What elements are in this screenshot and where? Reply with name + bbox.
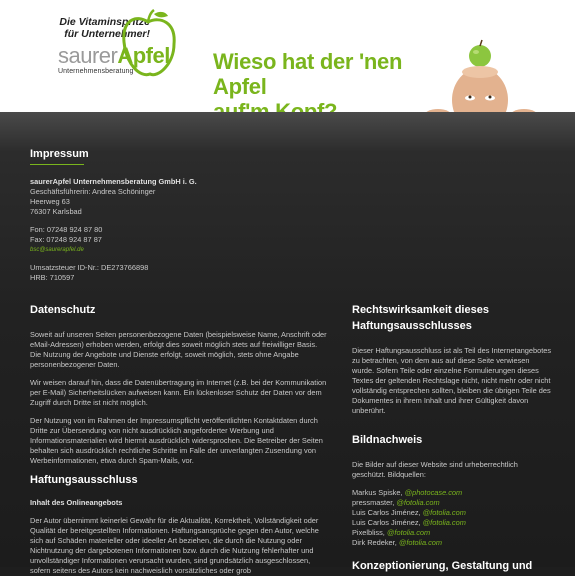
- datenschutz-paragraph-3: Der Nutzung von im Rahmen der Impressumspflicht veröffentlichten Kontaktdaten durch Dritte zur Übersendung von nicht ausdrücklich angeforderter Werbung und Informationsmaterialien wird hiermit ausdrücklich widersprochen. Die Betreiber der Seiten behalten sich ausdrücklich rechtliche Schritte im Falle der unverlangten Zusendung von Werbeinformationen, etwa durch Spam-Mails, vor.: [30, 416, 323, 465]
- site-header: [0, 0, 575, 112]
- credit-item: [352, 498, 552, 508]
- credit-name: Dirk Redeker,: [352, 538, 399, 547]
- ceo-line: Geschäftsführerin: Andrea Schöninger: [30, 187, 156, 196]
- title-underline: [30, 164, 84, 165]
- logo-wordmark: [58, 44, 170, 68]
- email-link[interactable]: bsc@saurerapfel.de: [30, 247, 84, 253]
- credit-source-link[interactable]: @fotolia.com: [422, 518, 466, 527]
- credit-source-link[interactable]: @fotolia.com: [386, 528, 431, 537]
- credit-item: [352, 528, 552, 538]
- credit-item: [352, 518, 552, 528]
- rechtswirksamkeit-section: [352, 302, 552, 416]
- image-credits-list: [352, 488, 552, 548]
- credit-name: Luis Carlos Jiménez,: [352, 518, 423, 527]
- datenschutz-paragraph-1: Soweit auf unseren Seiten personenbezogene Daten (beispielsweise Name, Anschrift oder eMail-Adressen) erhoben werden, erfolgt dies soweit möglich stets auf freiwilliger Basis. Die Nutzung der Angebote und Dienste erfolgt, soweit möglich, stets ohne Angabe personenbezogener Daten.: [30, 330, 327, 369]
- konzeption-section: [352, 558, 572, 574]
- credit-source-link[interactable]: @fotolia.com: [398, 538, 443, 547]
- credit-item: [352, 538, 552, 548]
- konzeption-title: Konzeptionierung, Gestaltung und: [352, 560, 533, 572]
- phone-line: Fon: 07248 924 87 80: [30, 225, 103, 234]
- rechts-title-line-1: Rechtswirksamkeit dieses: [352, 304, 489, 316]
- datenschutz-title: Datenschutz: [30, 304, 96, 316]
- haftung-title: Haftungsausschluss: [30, 474, 138, 486]
- credit-item: [352, 488, 552, 498]
- rechts-paragraph-1: Dieser Haftungsausschluss ist als Teil des Internetangebotes zu betrachten, von dem aus auf diese Seite verwiesen wurde. Sofern Teile oder einzelne Formulierungen dieses Textes der geltenden Rechtslage nicht, nicht mehr oder nicht vollständig entsprechen sollten, bleiben die übrigen Teile des Dokumentes in ihrem Inhalt und ihrer Gültigkeit davon unberührt.: [352, 346, 552, 415]
- tagline-line-2: für Unternehmer!: [64, 28, 150, 40]
- haftung-section: [30, 472, 330, 576]
- city-line: 76307 Karlsbad: [30, 207, 82, 216]
- credit-name: pressmaster,: [352, 498, 397, 507]
- haftung-paragraph-1: Der Autor übernimmt keinerlei Gewähr für die Aktualität, Korrektheit, Vollständigkeit oder Qualität der bereitgestellten Informationen. Haftungsansprüche gegen den Autor, welche sich auf Schäden materieller oder ideeller Art beziehen, die durch die Nutzung oder Nichtnutzung der dargebotenen Informationen bzw. durch die Nutzung fehlerhafter und unvollständiger Informationen verursacht wurden, sind grundsätzlich ausgeschlossen, sofern seitens des Autors kein nachweislich vorsätzliches oder grob: [30, 516, 319, 575]
- rechts-title-line-2: Haftungsausschlusses: [352, 320, 472, 332]
- company-name: saurerApfel Unternehmensberatung GmbH i. G.: [30, 177, 197, 186]
- logo-word-bold: Apfel: [117, 43, 170, 68]
- street-line: Heerweg 63: [30, 197, 70, 206]
- impressum-section: [30, 146, 330, 283]
- impressum-title: Impressum: [30, 148, 89, 160]
- bild-paragraph-1: Die Bilder auf dieser Website sind urheberrechtlich geschützt. Bildquellen:: [352, 460, 518, 479]
- haftung-subtitle: Inhalt des Onlineangebots: [30, 498, 123, 507]
- hrb-line: HRB: 710597: [30, 273, 75, 282]
- credit-item: [352, 508, 552, 518]
- datenschutz-section: [30, 302, 330, 466]
- logo-subtitle: Unternehmensberatung: [58, 68, 134, 75]
- credit-source-link[interactable]: @photocase.com: [404, 488, 463, 497]
- vat-line: Umsatzsteuer ID-Nr.: DE273766898: [30, 263, 149, 272]
- logo-word-light: saurer: [58, 43, 118, 68]
- bild-title: Bildnachweis: [352, 434, 423, 446]
- credit-name: Markus Spiske,: [352, 488, 405, 497]
- credit-name: Pixelbliss,: [352, 528, 387, 537]
- credit-source-link[interactable]: @fotolia.com: [422, 508, 466, 517]
- fax-line: Fax: 07248 924 87 87: [30, 235, 102, 244]
- tagline-line-1: Die Vitaminspritze: [59, 16, 150, 28]
- headline-line-1: Wieso hat der 'nen Apfel: [213, 49, 403, 99]
- datenschutz-paragraph-2: Wir weisen darauf hin, dass die Datenübertragung im Internet (z.B. bei der Kommunikation per E-Mail) Sicherheitslücken aufweisen kann. Ein lückenloser Schutz der Daten vor dem Zugriff durch Dritte ist nicht möglich.: [30, 378, 327, 407]
- credit-name: Luis Carlos Jiménez,: [352, 508, 423, 517]
- credit-source-link[interactable]: @fotolia.com: [396, 498, 440, 507]
- bildnachweis-section: [352, 432, 552, 548]
